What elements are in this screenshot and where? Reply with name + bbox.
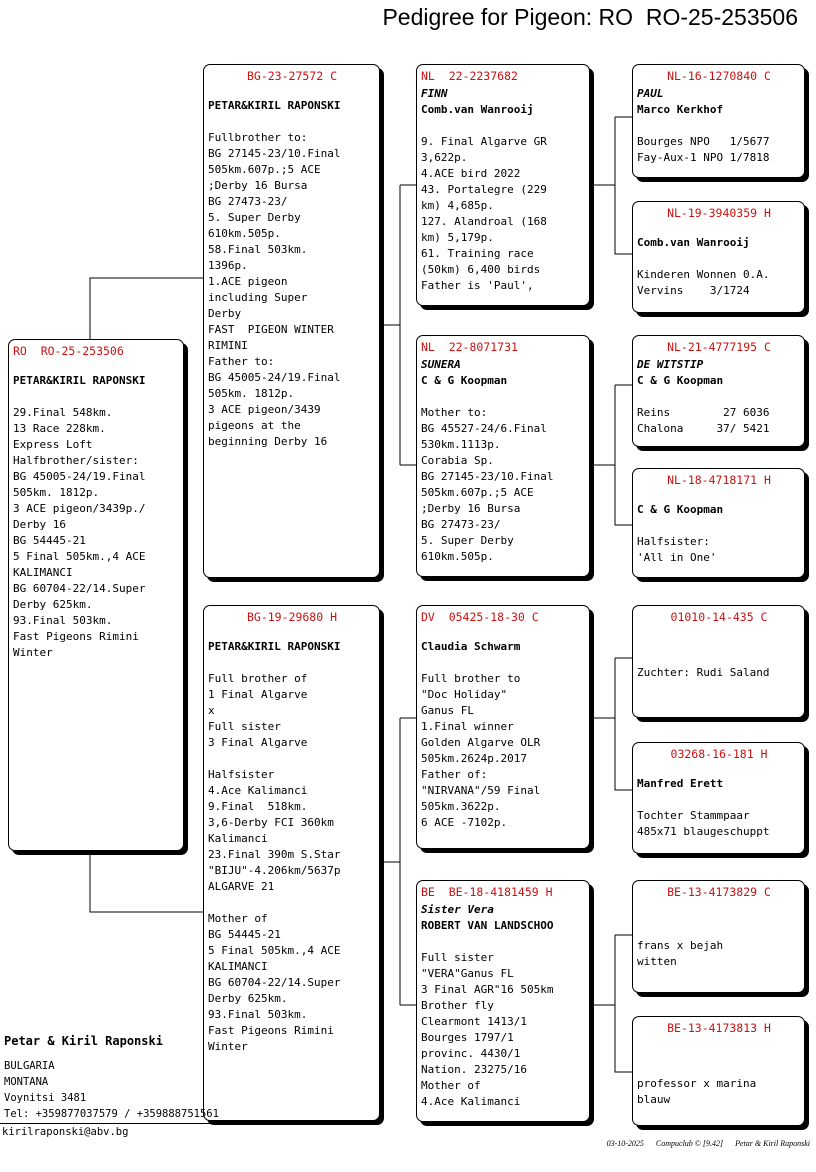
pigeon-card-dam[interactable] [203,605,380,1121]
pigeon-card-subject[interactable] [8,339,184,851]
ring-number: BE BE-18-4181459 H [421,885,553,899]
ring-number: DV 05425-18-30 C [421,610,539,624]
owner-name: ROBERT VAN LANDSCHOO [421,919,554,932]
pigeon-card-dam-dam-dam[interactable] [632,1016,805,1126]
page-footer [595,1139,810,1148]
pigeon-info: Full brother to "Doc Holiday" Ganus FL 1.Final winner Golden Algarve OLR 505km.2624p.2017 Father of: "NIRVANA"/59 Final 505km.3622p. 6 ACE -7102p. [421,672,541,829]
ring-number: 01010-14-435 C [670,610,768,624]
print-date: 03-10-2025 [606,1139,644,1148]
ring-number: BE-13-4173813 H [667,1021,771,1035]
ring-number: 03268-16-181 H [670,747,768,761]
pigeon-info: Reins 27 6036 Chalona 37/ 5421 [637,406,770,435]
pigeon-card-dam-dam-sire[interactable] [632,880,805,993]
pigeon-card-sire[interactable] [203,64,380,578]
ring-number: NL 22-8071731 [421,340,518,354]
pigeon-name: DE WITSTIP [637,358,704,371]
pigeon-info: frans x bejah witten [637,939,724,968]
software-credit: Compuclub © [9.42] [655,1139,724,1148]
owner-name: C & G Koopman [637,374,724,387]
pigeon-info: 29.Final 548km. 13 Race 228km. Express Loft Halfbrother/sister: BG 45005-24/19.Final 505km. 1812p. 3 ACE pigeon/3439p./ Derby 16 BG 54445-21 5 Final 505km.,4 ACE KALIMANCI BG 60704-22/14.Super Derby 625km. 93.Final 503km. Fast Pigeons Rimini Winter [13,406,146,659]
pigeon-info: Mother to: BG 45527-24/6.Final 530km.1113p. Corabia Sp. BG 27145-23/10.Final 505km.607p.;5 ACE ;Derby 16 Bursa BG 27473-23/ 5. Super Derby 610km.505p. [421,406,554,563]
pigeon-name: Sister Vera [421,903,494,916]
ring-number: NL-18-4718171 H [667,473,771,487]
owner-name: Claudia Schwarm [421,640,521,653]
pigeon-card-sire-sire-dam[interactable] [632,201,805,313]
owner-name: PETAR&KIRIL RAPONSKI [208,640,341,653]
pigeon-card-sire-sire[interactable] [416,64,590,306]
owner-name: Manfred Erett [637,777,724,790]
pigeon-info: Tochter Stammpaar 485x71 blaugeschuppt [637,809,770,838]
breeder-region: MONTANA [4,1076,49,1088]
pigeon-card-sire-dam[interactable] [416,335,590,577]
pigeon-info: professor x marina blauw [637,1077,757,1106]
breeder-phone: Tel: +359877037579 / +359888751561 [4,1108,219,1120]
pigeon-name: PAUL [637,87,664,100]
footer-owner: Petar & Kiril Raponski [735,1139,810,1148]
pigeon-card-dam-sire-sire[interactable] [632,605,805,718]
ring-number: NL-16-1270840 C [667,69,771,83]
pigeon-card-dam-sire[interactable] [416,605,590,849]
pigeon-card-dam-dam[interactable] [416,880,590,1122]
owner-name: C & G Koopman [637,503,724,516]
breeder-name: Petar & Kiril Raponski [4,1034,163,1048]
owner-name: C & G Koopman [421,374,508,387]
pigeon-info: Halfsister: 'All in One' [637,535,717,564]
pigeon-info: Full sister "VERA"Ganus FL 3 Final AGR"16 505km Brother fly Clearmont 1413/1 Bourges 1797/1 provinc. 4430/1 Nation. 23275/16 Mother of 4.Ace Kalimanci [421,951,554,1108]
breeder-info [4,1034,219,1122]
ring-number: BE-13-4173829 C [667,885,771,899]
pigeon-card-sire-dam-dam[interactable] [632,468,805,578]
pigeon-info: 9. Final Algarve GR 3,622p. 4.ACE bird 2022 43. Portalegre (229 km) 4,685p. 127. Alandroal (168 km) 5,179p. 61. Training race (50km) 6,400 birds Father is 'Paul', [421,135,547,292]
breeder-town: Voynitsi 3481 [4,1092,87,1104]
pigeon-card-dam-sire-dam[interactable] [632,742,805,854]
pigeon-info: Fullbrother to: BG 27145-23/10.Final 505km.607p.;5 ACE ;Derby 16 Bursa BG 27473-23/ 5. Super Derby 610km.505p. 58.Final 503km. 1396p. 1.ACE pigeon including Super Derby FAST PIGEON WINTER RIMINI Father to: BG 45005-24/19.Final 505km. 1812p. 3 ACE pigeon/3439 pigeons at the beginning Derby 16 [208,131,341,448]
ring-number: RO RO-25-253506 [13,344,124,358]
pigeon-info: Zuchter: Rudi Saland [637,666,770,679]
ring-number: NL-21-4777195 C [667,340,771,354]
ring-number: BG-19-29680 H [246,610,337,624]
pigeon-info: Bourges NPO 1/5677 Fay-Aux-1 NPO 1/7818 [637,135,770,164]
ring-number: NL-19-3940359 H [667,206,771,220]
owner-name: PETAR&KIRIL RAPONSKI [13,374,146,387]
breeder-email: kirilraponski@abv.bg [2,1126,129,1138]
owner-name: PETAR&KIRIL RAPONSKI [208,99,341,112]
owner-name: Comb.van Wanrooij [637,236,750,249]
pigeon-info: Full brother of 1 Final Algarve x Full sister 3 Final Algarve Halfsister 4.Ace Kalimanci 9.Final 518km. 3,6-Derby FCI 360km Kalimanci 23.Final 390m S.Star "BIJU"-4.206km/5637p ALGARVE 21 Mother of BG 54445-21 5 Final 505km.,4 ACE KALIMANCI BG 60704-22/14.Super Derby 625km. 93.Final 503km. Fast Pigeons Rimini Winter [208,672,341,1053]
owner-name: Comb.van Wanrooij [421,103,534,116]
ring-number: NL 22-2237682 [421,69,518,83]
pigeon-card-sire-sire-sire[interactable] [632,64,805,178]
pigeon-name: FINN [421,87,448,100]
pigeon-info: Kinderen Wonnen 0.A. Vervins 3/1724 [637,268,770,297]
breeder-country: BULGARIA [4,1060,55,1072]
page-title: Pedigree for Pigeon: RO RO-25-253506 [382,4,798,30]
pigeon-name: SUNERA [421,358,461,371]
ring-number: BG-23-27572 C [246,69,337,83]
owner-name: Marco Kerkhof [637,103,724,116]
pigeon-card-sire-dam-sire[interactable] [632,335,805,447]
